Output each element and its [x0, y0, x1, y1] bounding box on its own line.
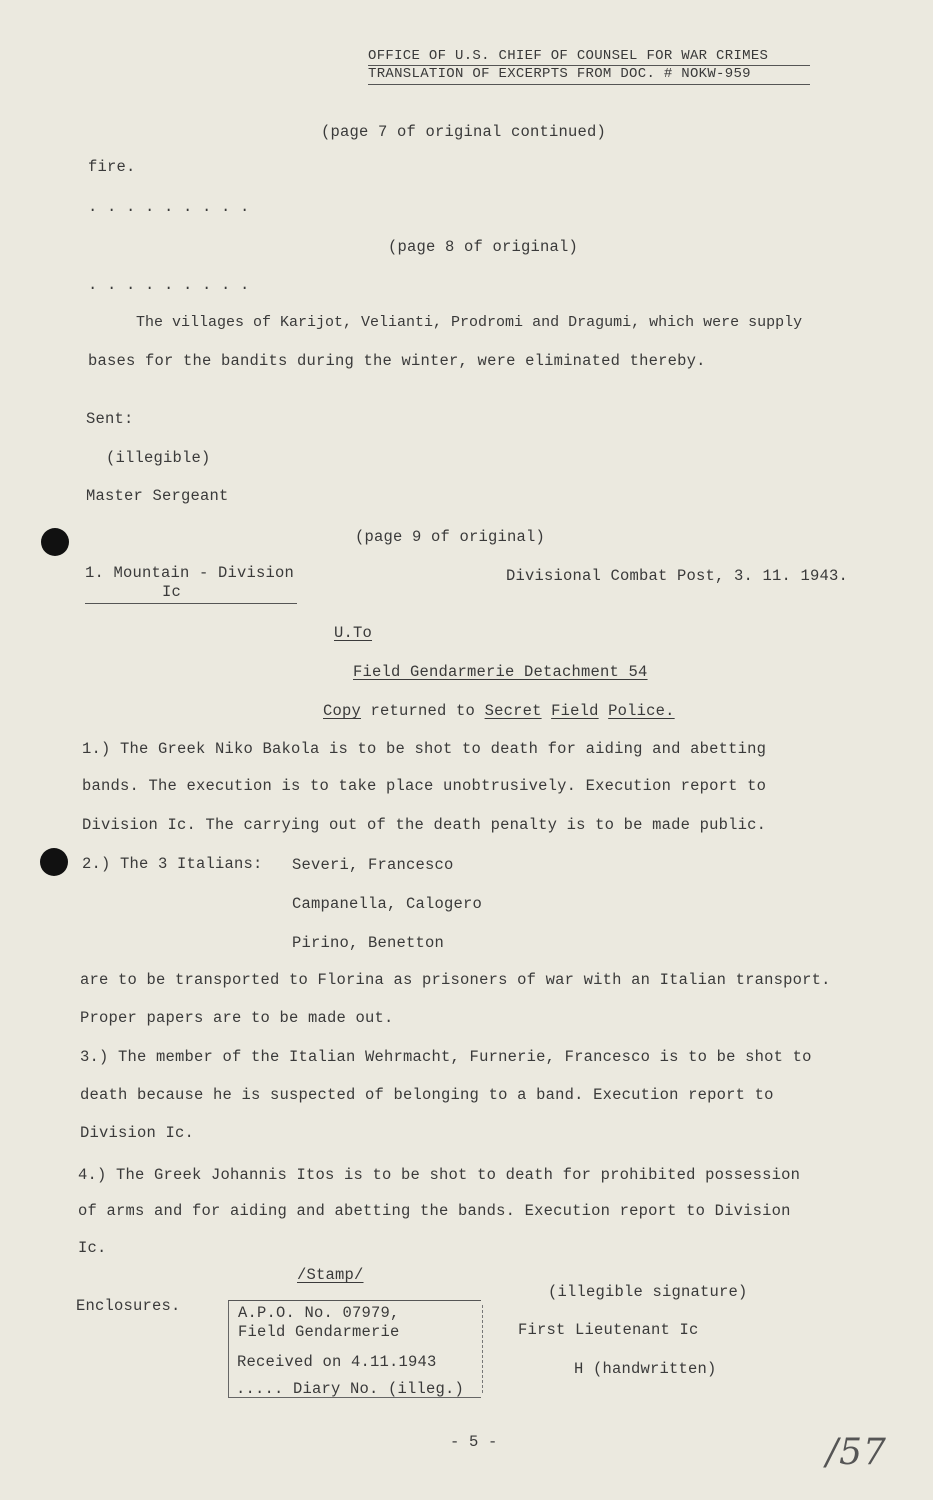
item-3-line-3: Division Ic. [80, 1124, 195, 1142]
sent-rank: Master Sergeant [86, 487, 229, 505]
returned-to-words: returned to [370, 702, 476, 720]
page-number: - 5 - [450, 1433, 498, 1451]
item-4-line-1: 4.) The Greek Johannis Itos is to be shot to death for prohibited possession [78, 1166, 801, 1184]
division-line-1: 1. Mountain - Division [85, 564, 295, 582]
police-word: Police. [608, 702, 675, 720]
division-rule [85, 603, 297, 604]
header-line-2: TRANSLATION OF EXCERPTS FROM DOC. # NOKW-959 [368, 66, 751, 82]
item-4-line-3: Ic. [78, 1239, 107, 1257]
header-rule-2 [368, 84, 810, 85]
item-2-name-3: Pirino, Benetton [292, 934, 445, 952]
header-rule-1 [368, 65, 810, 66]
page-9-note: (page 9 of original) [355, 528, 546, 546]
copy-returned-line [323, 702, 675, 720]
item-3-line-2: death because he is suspected of belonging to a band. Execution report to [80, 1086, 774, 1104]
item-1-line-2: bands. The execution is to take place unobtrusively. Execution report to [82, 777, 767, 795]
punch-hole-2 [40, 848, 68, 876]
page-7-continued-note: (page 7 of original continued) [321, 123, 607, 141]
ellipsis-2: . . . . . . . . . [88, 276, 250, 294]
villages-para-line-2: bases for the bandits during the winter, were eliminated thereby. [88, 352, 706, 370]
signature-handwritten: H (handwritten) [574, 1360, 717, 1378]
header-line-1: OFFICE OF U.S. CHIEF OF COUNSEL FOR WAR CRIMES [368, 48, 769, 64]
stamp-right-edge [482, 1305, 483, 1393]
sent-illegible: (illegible) [106, 449, 211, 467]
stamp-label: /Stamp/ [297, 1266, 364, 1284]
item-4-line-2: of arms and for aiding and abetting the bands. Execution report to Division [78, 1202, 791, 1220]
item-2-line-2: Proper papers are to be made out. [80, 1009, 394, 1027]
stamp-line-1: A.P.O. No. 07979, [238, 1304, 400, 1322]
combat-post-date: Divisional Combat Post, 3. 11. 1943. [506, 567, 849, 585]
stamp-line-4: ..... Diary No. (illeg.) [236, 1380, 465, 1398]
field-word: Field [551, 702, 599, 720]
item-2-name-2: Campanella, Calogero [292, 895, 483, 913]
stamp-line-3: Received on 4.11.1943 [237, 1353, 437, 1371]
field-gendarmerie-recipient: Field Gendarmerie Detachment 54 [353, 663, 648, 681]
item-2-lead: 2.) The 3 Italians: [82, 855, 263, 873]
villages-para-line-1: The villages of Karijot, Velianti, Prodromi and Dragumi, which were supply [136, 314, 803, 331]
item-1-line-1: 1.) The Greek Niko Bakola is to be shot to death for aiding and abetting [82, 740, 767, 758]
sent-label: Sent: [86, 410, 134, 428]
item-2-line-1: are to be transported to Florina as prisoners of war with an Italian transport. [80, 971, 831, 989]
u-to-text: U.To [334, 624, 373, 642]
signature-rank: First Lieutenant Ic [518, 1321, 699, 1339]
document-header [368, 47, 768, 83]
handwritten-page-number: /57 [826, 1432, 887, 1473]
copy-word: Copy [323, 702, 362, 720]
item-2-name-1: Severi, Francesco [292, 856, 454, 874]
signature-illegible: (illegible signature) [548, 1283, 748, 1301]
division-line-2: Ic [162, 583, 182, 601]
stamp-line-2: Field Gendarmerie [238, 1323, 400, 1341]
punch-hole-1 [41, 528, 69, 556]
u-to-label [334, 624, 372, 642]
ellipsis-1: . . . . . . . . . [88, 198, 250, 216]
secret-word: Secret [484, 702, 542, 720]
enclosures-label: Enclosures. [76, 1297, 181, 1315]
fire-text: fire. [88, 158, 136, 176]
item-1-line-3: Division Ic. The carrying out of the death penalty is to be made public. [82, 816, 767, 834]
page-8-note: (page 8 of original) [388, 238, 579, 256]
item-3-line-1: 3.) The member of the Italian Wehrmacht, Furnerie, Francesco is to be shot to [80, 1048, 812, 1066]
